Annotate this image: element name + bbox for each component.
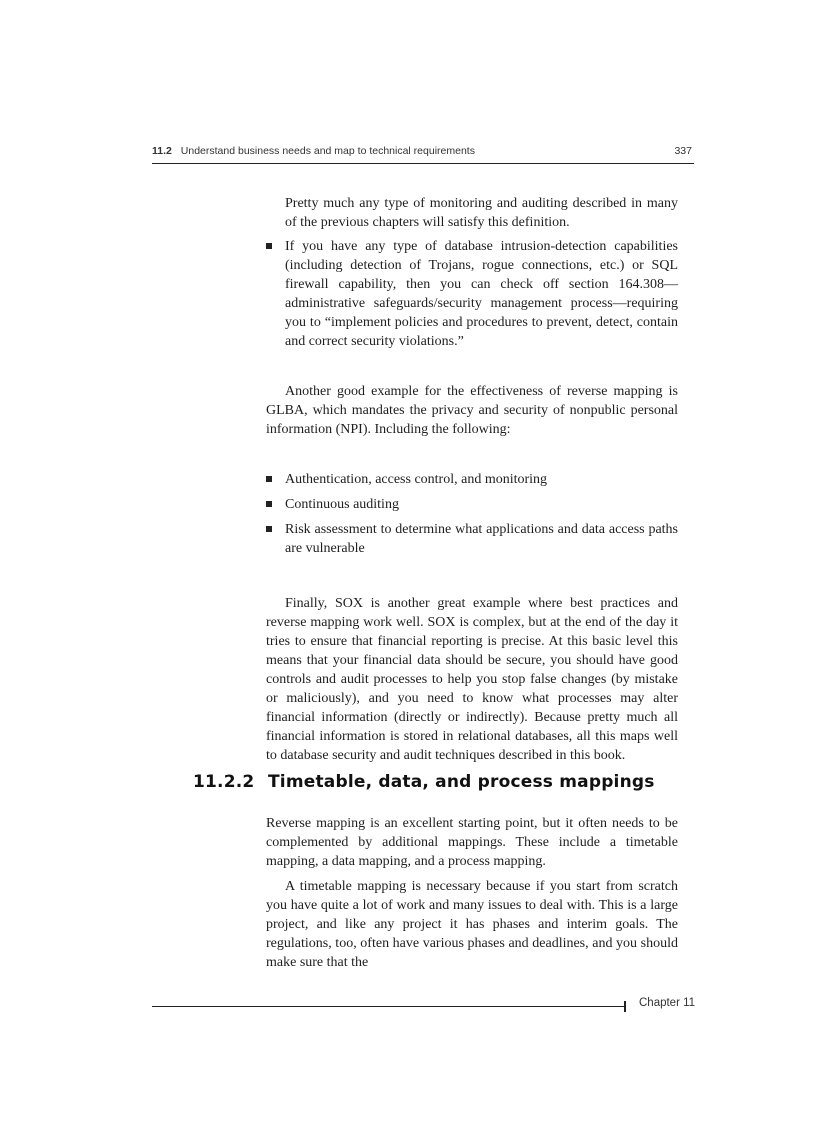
list-item-text: Continuous auditing	[285, 497, 399, 512]
footer-tick	[624, 1001, 626, 1012]
glba-paragraph-block	[266, 382, 678, 439]
list-item	[266, 520, 678, 558]
section-heading-title: Timetable, data, and process mappings	[268, 772, 655, 792]
bullet-marker	[266, 501, 272, 507]
glba-bullet-block	[266, 470, 678, 558]
glba-paragraph: Another good example for the effectiveness of reverse mapping is GLBA, which mandates the privacy and security of nonpublic personal information (NPI). Including the following:	[266, 384, 678, 437]
bullet-marker	[266, 476, 272, 482]
list-item	[266, 237, 678, 351]
page-number: 337	[674, 145, 692, 157]
header-section-number: 11.2	[152, 145, 172, 157]
list-item-text: Authentication, access control, and monitoring	[285, 472, 548, 487]
section-paragraph: A timetable mapping is necessary because if you start from scratch you have quite a lot of work and many issues to deal with. This is a large project, and like any project it has phases and interim goals. The regulations, too, often have various phases and deadlines, and you should make sure that the	[266, 879, 678, 970]
list-item	[266, 470, 678, 489]
list-item-text: If you have any type of database intrusion-detection capabilities (including detection of Trojans, rogue connections, etc.) or SQL firewall capability, then you can check off section 164.308—administrative safeguards/security management process—requiring you to “implement policies and procedures to prevent, detect, contain and correct security violations.”	[285, 239, 678, 349]
list-item-text: Risk assessment to determine what applications and data access paths are vulnerable	[285, 522, 678, 556]
section-heading	[193, 772, 655, 792]
list-item	[266, 495, 678, 514]
header-section-title: Understand business needs and map to technical requirements	[180, 145, 475, 157]
continued-list-block	[266, 194, 678, 351]
section-heading-number: 11.2.2	[193, 772, 255, 792]
section-body	[266, 814, 678, 972]
glba-bullet-list	[266, 470, 678, 558]
continuation-paragraph: Pretty much any type of monitoring and auditing described in many of the previous chapters will satisfy this definition.	[285, 196, 678, 230]
footer-chapter-label: Chapter 11	[639, 997, 696, 1009]
bullet-marker	[266, 526, 272, 532]
footer-rule	[152, 1006, 626, 1007]
running-header	[152, 145, 694, 164]
section-paragraph: Reverse mapping is an excellent starting point, but it often needs to be complemented by additional mappings. These include a timetable mapping, a data mapping, and a process mapping.	[266, 816, 678, 869]
sox-paragraph-block	[266, 594, 678, 765]
continued-bullet-list	[266, 237, 678, 351]
bullet-marker	[266, 243, 272, 249]
sox-paragraph: Finally, SOX is another great example where best practices and reverse mapping work well. SOX is complex, but at the end of the day it tries to ensure that financial reporting is precise. At this basic level this means that your financial data should be secure, you should have good controls and audit processes to help you stop false changes (by mistake or maliciously), and you need to know what processes may alter financial information (directly or indirectly). Because pretty much all financial information is stored in relational databases, all this maps well to database security and audit techniques described in this book.	[266, 596, 678, 763]
